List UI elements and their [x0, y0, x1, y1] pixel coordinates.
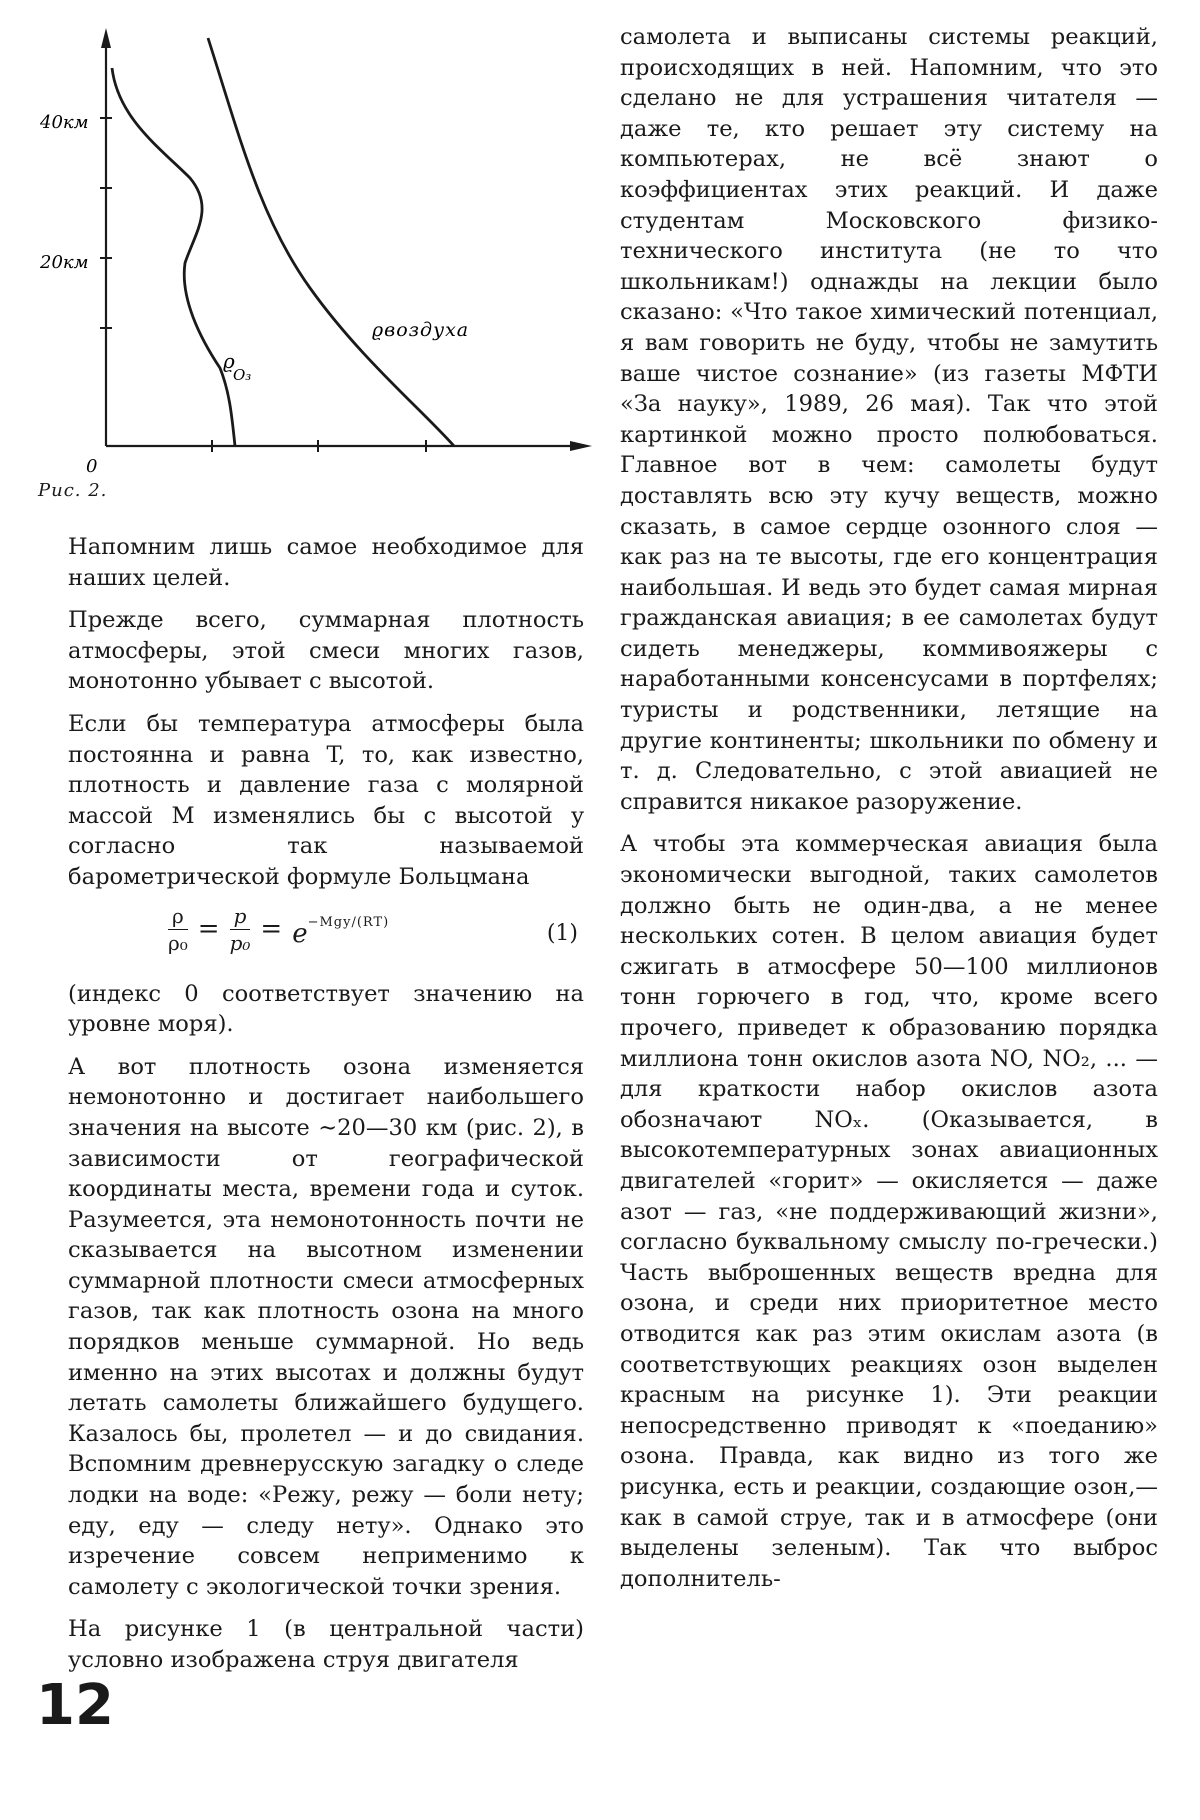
page-number: 12	[36, 1673, 114, 1738]
density-altitude-graph	[20, 18, 600, 477]
formula-number: (1)	[546, 920, 578, 946]
formula-p: p	[230, 903, 251, 930]
formula-p0: p₀	[229, 930, 251, 955]
formula-equals-1: =	[197, 913, 220, 944]
formula-exponential: $e^{-Mgy/(RT)}$	[292, 915, 390, 950]
figure-caption: Рис. 2.	[38, 480, 108, 501]
y-tick-label-40: 40км	[40, 112, 89, 133]
formula-rho0: ρ₀	[168, 930, 188, 955]
ozone-density-curve	[112, 68, 235, 446]
left-paragraph-4: (индекс 0 соответствует значению на уровне моря).	[68, 980, 584, 1038]
boltzmann-formula	[68, 897, 584, 967]
left-paragraph-6: На рисунке 1 (в центральной части) условно изображена струя двигателя	[68, 1616, 584, 1673]
x-axis-arrow	[570, 441, 592, 451]
air-density-curve	[208, 38, 454, 446]
formula-fraction-rho	[168, 903, 188, 956]
ozone-curve-label-sub: O₃	[233, 366, 252, 384]
formula-rho: ρ	[168, 903, 188, 930]
left-paragraph-2: Прежде всего, суммарная плотность атмосферы, этой смеси многих газов, монотонно убывает с высотой.	[68, 607, 584, 695]
left-paragraph-3: Если бы температура атмосферы была постоянна и равна T, то, как известно, плотность и давление газа с молярной массой M изменялись бы с высотой y согласно так называемой барометрической формуле Больцмана	[68, 710, 584, 890]
left-paragraph-5: А вот плотность озона изменяется немонотонно и достигает наибольшего значения на высоте ∼20—30 км (рис. 2), в зависимости от географической координаты места, времени года и суток. Разумеется, эта немонотонность почти не сказывается на высотном изменении суммарной плотности смеси атмосферных газов, так как плотность озона на много порядков меньше суммарной. Но ведь именно на этих высотах и должны будут летать самолеты ближайшего будущего. Казалось бы, пролетел — и до свидания. Вспомним древнерусскую загадку о следе лодки на воде: «Режу, режу — боли нету; еду, еду — следу нету». Однако это изречение совсем неприменимо к самолету с экологической точки зрения.	[68, 1053, 584, 1600]
formula-fraction-p	[230, 903, 251, 956]
right-paragraph-1: самолета и выписаны системы реакций, происходящих в ней. Напомним, что это сделано не для устрашения читателя — даже те, кто решает эту систему на компьютерах, не всё знают о коэффициентах этих реакций. И даже студентам Московского физико-технического института (не то что школьникам!) однажды на лекции было сказано: «Что такое химический потенциал, я вам говорить не буду, чтобы не замутить ваше чистое сознание» (из газеты МФТИ «За науку», 1989, 26 мая). Так что этой картинкой можно просто полюбоваться. Главное вот в чем: самолеты будут доставлять всю эту кучу веществ, можно сказать, в самое сердце озонного слоя — как раз на те высоты, где его концентрация наибольшая. И ведь это будет самая мирная гражданская авиация; в ее самолетах будут сидеть менеджеры, коммивояжеры с наработанными консенсусами в портфелях; туристы и родственники, летящие на другие континенты; школьники по обмену и т. д. Следовательно, с этой авиацией не справится никакое разоружение.	[620, 24, 1158, 815]
y-tick-label-20: 20км	[40, 252, 89, 273]
y-axis-arrow	[101, 28, 111, 48]
right-paragraph-2: А чтобы эта коммерческая авиация была экономически выгодной, таких самолетов должно быть не один-два, а не менее нескольких сотен. В целом авиация будет сжигать в атмосфере 50—100 миллионов тонн горючего в год, что, кроме всего прочего, приведет к образованию порядка миллиона тонн окислов азота NO, NO₂, ... — для краткости набор окислов азота обозначают NOₓ. (Оказывается, в высокотемпературных зонах авиационных двигателей «горит» — окисляется — даже азот — газ, «не поддерживающий жизни», согласно буквальному смыслу по-гречески.) Часть выброшенных веществ вредна для озона, и среди них приоритетное место отводится как раз этим окислам азота (в соответствующих реакциях озон выделен красным на рисунке 1). Эти реакции непосредственно приводят к «поеданию» озона. Правда, как видно из того же рисунка, есть и реакции, создающие озон,— как в самой струе, так и в атмосфере (они выделены зеленым). Так что выброс дополнитель-	[620, 831, 1158, 1592]
x-origin-label: 0	[86, 456, 98, 477]
figure-2	[20, 18, 600, 508]
ozone-curve-label-rho: ϱ	[223, 349, 235, 373]
air-curve-label: ϱвоздуха	[372, 319, 470, 341]
left-paragraph-1: Напомним лишь самое необходимое для наших целей.	[68, 534, 584, 591]
formula-exponent: −Mgy/(RT)	[307, 915, 390, 931]
formula-equals-2: =	[260, 913, 283, 944]
left-column	[68, 532, 584, 1688]
right-column	[620, 22, 1158, 1606]
